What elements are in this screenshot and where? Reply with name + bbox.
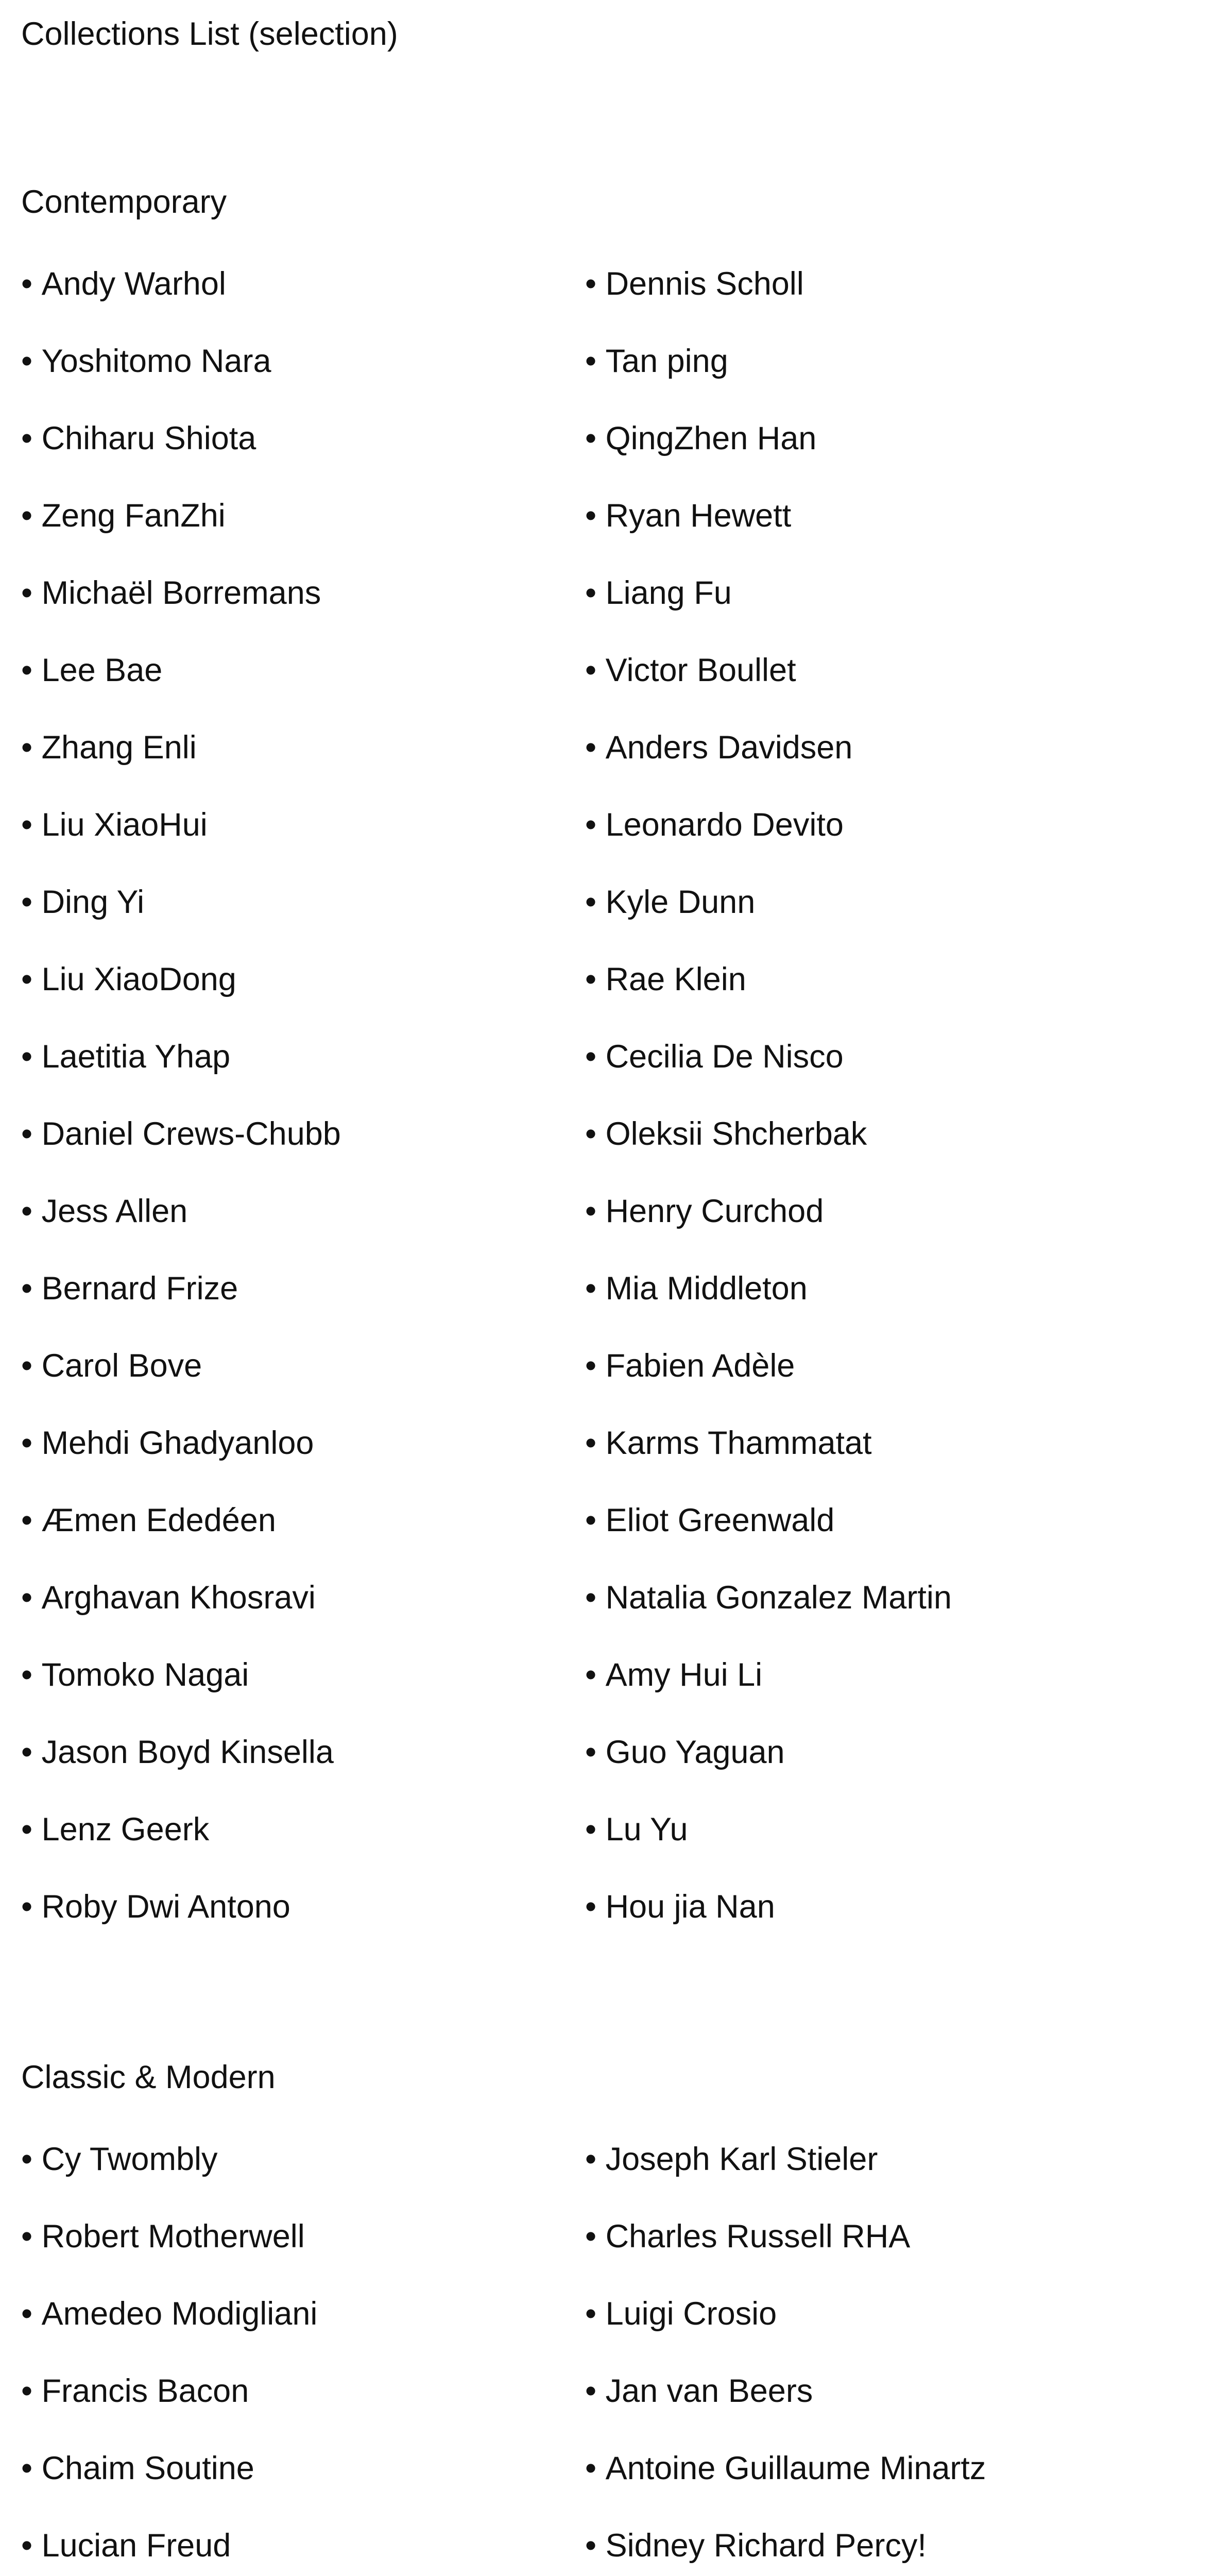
artist-list-item: • Cy Twombly (21, 2140, 363, 2217)
artist-list-item: • Tan ping (585, 342, 952, 419)
artist-list-item: • Andy Warhol (21, 264, 341, 342)
artist-list-item: • Liu XiaoHui (21, 805, 341, 883)
contemporary-left-list (21, 264, 341, 1964)
artist-list-item: • Liang Fu (585, 573, 952, 651)
artist-list-item: • Rae Klein (585, 960, 952, 1037)
artist-list-item: • Lee Bae (21, 651, 341, 728)
artist-list-item: • Lenz Geerk (21, 1810, 341, 1887)
artist-list-item: • Sidney Richard Percy! (585, 2526, 1011, 2576)
artist-list-item: • Amedeo Modigliani (21, 2294, 363, 2371)
artist-list-item: • Cecilia De Nisco (585, 1037, 952, 1114)
artist-list-item: • Ding Yi (21, 883, 341, 960)
artist-list-item: • Mehdi Ghadyanloo (21, 1423, 341, 1501)
artist-list-item: • Antoine Guillaume Minartz (585, 2449, 1011, 2526)
artist-list-item: • QingZhen Han (585, 419, 952, 496)
artist-list-item: • Hou jia Nan (585, 1887, 952, 1964)
artist-list-item: • Carol Bove (21, 1346, 341, 1423)
artist-list-item: • Victor Boullet (585, 651, 952, 728)
artist-list-item: • Roby Dwi Antono (21, 1887, 341, 1964)
artist-list-item: • Henry Curchod (585, 1192, 952, 1269)
artist-list-item: • Karms Thammatat (585, 1423, 952, 1501)
artist-list-item: • Jess Allen (21, 1192, 341, 1269)
artist-list-item: • Oleksii Shcherbak (585, 1114, 952, 1192)
artist-list-item: • Æmen Ededéen (21, 1501, 341, 1578)
artist-list-item: • Anders Davidsen (585, 728, 952, 805)
artist-list-item: • Charles Russell RHA (585, 2217, 1011, 2294)
artist-list-item: • Francis Bacon (21, 2371, 363, 2449)
artist-list-item: • Robert Motherwell (21, 2217, 363, 2294)
artist-list-item: • Bernard Frize (21, 1269, 341, 1346)
artist-list-item: • Arghavan Khosravi (21, 1578, 341, 1655)
classic-modern-left-list (21, 2140, 363, 2576)
artist-list-item: • Amy Hui Li (585, 1655, 952, 1733)
artist-list-item: • Leonardo Devito (585, 805, 952, 883)
artist-list-item: • Lu Yu (585, 1810, 952, 1887)
artist-list-item: • Ryan Hewett (585, 496, 952, 573)
artist-list-item: • Lucian Freud (21, 2526, 363, 2576)
artist-list-item: • Yoshitomo Nara (21, 342, 341, 419)
artist-list-item: • Tomoko Nagai (21, 1655, 341, 1733)
artist-list-item: • Joseph Karl Stieler (585, 2140, 1011, 2217)
artist-list-item: • Jan van Beers (585, 2371, 1011, 2449)
page-title: Collections List (selection) (21, 16, 398, 52)
artist-list-item: • Jason Boyd Kinsella (21, 1733, 341, 1810)
classic-modern-right-list (585, 2140, 1011, 2576)
artist-list-item: • Michaël Borremans (21, 573, 341, 651)
artist-list-item: • Laetitia Yhap (21, 1037, 341, 1114)
artist-list-item: • Kyle Dunn (585, 883, 952, 960)
contemporary-right-list (585, 264, 952, 1964)
artist-list-item: • Fabien Adèle (585, 1346, 952, 1423)
section-heading-classic-modern: Classic & Modern (21, 2059, 276, 2095)
artist-list-item: • Mia Middleton (585, 1269, 952, 1346)
artist-list-item: • Zhang Enli (21, 728, 341, 805)
artist-list-item: • Luigi Crosio (585, 2294, 1011, 2371)
artist-list-item: • Liu XiaoDong (21, 960, 341, 1037)
artist-list-item: • Natalia Gonzalez Martin (585, 1578, 952, 1655)
section-heading-contemporary: Contemporary (21, 184, 227, 220)
artist-list-item: • Chaim Soutine (21, 2449, 363, 2526)
artist-list-item: • Zeng FanZhi (21, 496, 341, 573)
artist-list-item: • Eliot Greenwald (585, 1501, 952, 1578)
artist-list-item: • Daniel Crews-Chubb (21, 1114, 341, 1192)
artist-list-item: • Chiharu Shiota (21, 419, 341, 496)
artist-list-item: • Dennis Scholl (585, 264, 952, 342)
artist-list-item: • Guo Yaguan (585, 1733, 952, 1810)
